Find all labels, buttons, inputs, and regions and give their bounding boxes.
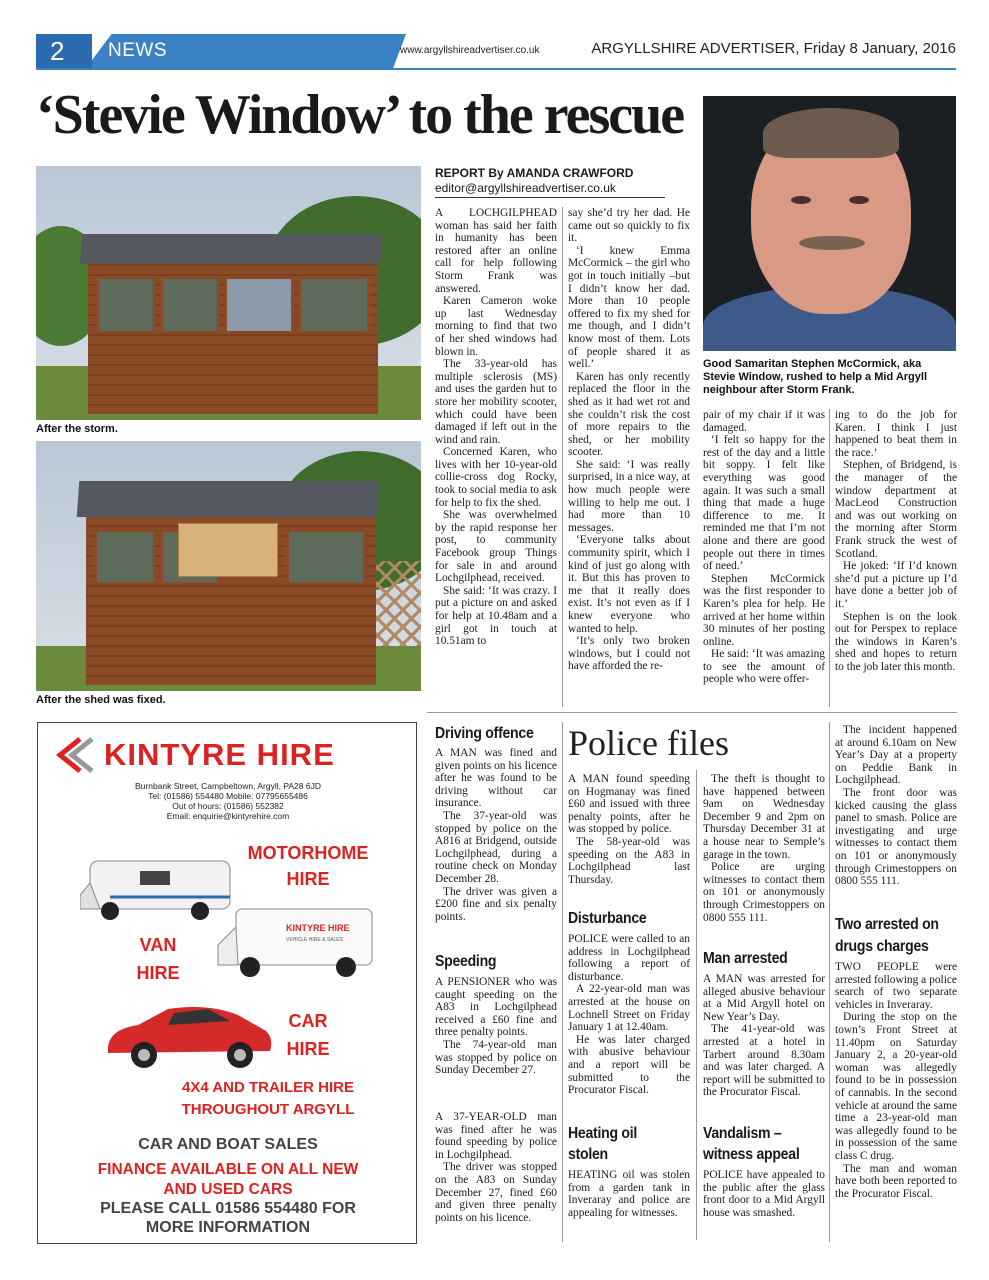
page-header bbox=[36, 34, 956, 68]
disturbance-heading: Disturbance bbox=[568, 910, 647, 927]
paragraph: pair of my chair if it was damaged. bbox=[703, 409, 825, 434]
shed-photo-after bbox=[36, 441, 421, 691]
heating-oil-heading: Heating oil bbox=[568, 1125, 638, 1142]
drugs-text: TWO PEOPLE were arrested following a police search of two separate vehicles in Inveraray. During the stop on the town’s Front Street at 11.40pm on Saturday January 2, a 20-year-old woman was allegedly found to be in possession of cannabis. In the second vehicle at around the same time a 23-year-old man was allegedly found to be in possession of the same class C drug. The man and woman have both been reported to the Procurator Fiscal. bbox=[835, 961, 957, 1200]
paragraph: Karen Cameron woke up last Wednesday morning to find that two of her shed windows had blown in. bbox=[435, 295, 557, 358]
paragraph: She said: ‘It was crazy. I put a picture on and asked for help at 10.48am and a girl got in touch at 10.51am to bbox=[435, 584, 557, 648]
car-image bbox=[98, 995, 278, 1075]
paragraph: She was overwhelmed by the rapid response her post, to community Facebook group Things for sale in and around Lochgilphead, received. bbox=[435, 509, 557, 585]
police-column-b: The theft is thought to have happened between 9am on Wednesday December 9 and 2pm on Thursday December 31 at a house near to Semple’s garage in the town. Police are urging witnesses to contact them on 101 or anonymously through Crimestoppers on 0800 555 111. bbox=[703, 773, 825, 924]
paragraph: Stephen is on the look out for Perspex to replace the windows in Karen’s shed and hopes to return to the job later this month. bbox=[835, 610, 957, 673]
van-decal-title: KINTYRE HIRE bbox=[286, 923, 350, 933]
paragraph: Stephen, of Bridgend, is the manager of the window department at MacLeod Construction and was out working on the morning after Storm Frank struck the west of Scotland. bbox=[835, 459, 957, 560]
driving-offence-heading: Driving offence bbox=[435, 725, 534, 742]
header-url[interactable]: www.argyllshireadvertiser.co.uk bbox=[400, 45, 540, 56]
vandalism-text: POLICE have appealed to the public after the glass front door to a Mid Argyll house was smashed. bbox=[703, 1169, 825, 1219]
caption-portrait: Good Samaritan Stephen McCormick, aka Stevie Window, rushed to help a Mid Argyll neighbour after Storm Frank. bbox=[703, 358, 927, 396]
paragraph: She said: ‘I was really surprised, in a nice way, at how much people were willing to help me out. I had more than 10 messages. bbox=[568, 458, 690, 534]
shed-photo-before bbox=[36, 166, 421, 420]
police-column-c: The incident happened at around 6.10am on New Year’s Day at a property on Peddie Bank in Lochgilphead. The front door was kicked causing the glass panel to smash. Police are investigating and urge witnesses to contact them on 101 or anonymously through Crimestoppers on 0800 555 111. bbox=[835, 724, 957, 888]
caption-after: After the shed was fixed. bbox=[36, 694, 166, 706]
paragraph: The 33-year-old has multiple sclerosis (MS) and uses the garden hut to store her mobility scooter, which could have been damaged if left out in the wind and rain. bbox=[435, 358, 557, 446]
man-arrested-heading: Man arrested bbox=[703, 950, 788, 967]
byline-email[interactable]: editor@argyllshireadvertiser.co.uk bbox=[435, 181, 616, 195]
paragraph: Karen has only recently replaced the floor in the shed as it had wet rot and she couldn’t risk the cost of more repairs to the shed, or her mobility scooter. bbox=[568, 370, 690, 459]
story-headline: ‘Stevie Window’ to the rescue bbox=[36, 84, 684, 146]
police-files-title: Police files bbox=[568, 723, 729, 763]
kintyre-hire-advert[interactable]: KINTYRE HIRE Burnbank Street, Campbeltown, Argyll, PA28 6JD Tel: (01586) 554480 Mobile: 07795655486 Out of hours: (01586) 552382 Email: enquirie@kintyrehire.com KINTYRE HIRE VEHICLE HIRE & SALES MOTORHOME HIRE VAN HIRE CAR HIRE 4X4 AND TRAILER HIRE THROUGHOUT ARGYLL CAR AND BOAT SALES FINANCE AVAILABLE ON ALL NEW AND USED CARS PLEASE CALL 01586 554480 FOR MORE INFORMATION bbox=[37, 722, 417, 1244]
byline: REPORT By AMANDA CRAWFORD bbox=[435, 166, 634, 180]
paragraph: He joked: ‘If I’d known she’d put a picture up I’d have done a better job of it.’ bbox=[835, 560, 957, 610]
chevron-logo-icon bbox=[50, 735, 94, 775]
story-column-3 bbox=[703, 409, 825, 686]
story-column-1 bbox=[435, 207, 557, 648]
driving-offence-text: A MAN was fined and given points on his licence after he was found to be driving without car insurance. The 37-year-old was stopped by police on the A816 at Bridgend, outside Lochgilphead, during a routine check on Monday December 28. The driver was given a £200 fine and six penalty points. bbox=[435, 747, 557, 923]
paragraph: He said: ‘It was amazing to see the amount of people who were offer- bbox=[703, 648, 825, 686]
paragraph: Stephen McCormick was the first responder to Karen’s plea for help. He arrived at her home within 30 minutes of her posting online. bbox=[703, 572, 825, 648]
header-rule bbox=[36, 68, 956, 70]
section-label: NEWS bbox=[108, 40, 167, 61]
paragraph: A LOCHGILPHEAD woman has said her faith in humanity has been restored after an online call for help following Storm Frank was answered. bbox=[435, 207, 557, 295]
story-column-4 bbox=[835, 409, 957, 673]
vandalism-heading-2: witness appeal bbox=[703, 1146, 800, 1163]
speeding-text-2: A 37-YEAR-OLD man was fined after he was found speeding by police in Lochgilphead. The driver was stopped on the A83 on Sunday December 27, fined £60 and given three penalty points on his licence. bbox=[435, 1111, 557, 1224]
page-number: 2 bbox=[36, 34, 92, 68]
speeding-heading: Speeding bbox=[435, 953, 497, 970]
van-image bbox=[216, 901, 376, 981]
paragraph: ‘Everyone talks about community spirit, which I kind of just go along with it. But this has proven to me that it really does exist. It’s not even as if I knew everyone who wanted to help. bbox=[568, 534, 690, 635]
paragraph: Concerned Karen, who lives with her 10-year-old collie-cross dog Rocky, took to social media to ask for help to fix the shed. bbox=[435, 446, 557, 509]
caption-before: After the storm. bbox=[36, 423, 118, 435]
paragraph: ‘I felt so happy for the rest of the day and a little bit soppy. I felt like everything was good again. It was such a small thing that made a huge difference to me. It reminded me that I’m not alone and there are good people out there in times of need.’ bbox=[703, 434, 825, 573]
paragraph: ‘I knew Emma McCormick – the girl who got in touch initially –but I didn’t know her dad. More than 10 people offered to fix my shed for me though, and I didn’t know most of them. Lots of people shared it as well.’ bbox=[568, 244, 690, 371]
portrait-photo bbox=[703, 96, 956, 351]
paragraph: say she’d try her dad. He came out so quickly to fix it. bbox=[568, 207, 690, 245]
disturbance-text: POLICE were called to an address in Lochgilphead following a report of disturbance. A 22-year-old man was arrested at the house on Lochnell Street on Friday January 1 at 12.40am. He was later charged with abusive behaviour and a report will be submitted to the Procurator Fiscal. bbox=[568, 933, 690, 1097]
story-column-2 bbox=[568, 207, 690, 673]
police-column-a: A MAN found speeding on Hogmanay was fined £60 and issued with three penalty points, after he was stopped by police. The 58-year-old was speeding on the A83 in Lochgilphead last Thursday. bbox=[568, 773, 690, 886]
masthead: ARGYLLSHIRE ADVERTISER, Friday 8 January, 2016 bbox=[591, 40, 956, 57]
paragraph: ‘It’s only two broken windows, but I could not have afforded the re- bbox=[568, 635, 690, 673]
van-decal-subtitle: VEHICLE HIRE & SALES bbox=[286, 937, 343, 943]
vandalism-heading: Vandalism – bbox=[703, 1125, 782, 1142]
drugs-heading: Two arrested on bbox=[835, 916, 939, 933]
heating-oil-text: HEATING oil was stolen from a garden tank in Inveraray and police are appealing for witnesses. bbox=[568, 1169, 690, 1219]
speeding-text: A PENSIONER who was caught speeding on the A83 in Lochgilphead received a £60 fine and three penalty points. The 74-year-old man was stopped by police on Sunday December 27. bbox=[435, 976, 557, 1077]
man-arrested-text: A MAN was arrested for alleged abusive behaviour at a Mid Argyll hotel on New Year’s Day. The 41-year-old was arrested at a hotel in Tarbert around 8.30am and was later charged. A report will be submitted to the Procurator Fiscal. bbox=[703, 973, 825, 1099]
heating-oil-heading-2: stolen bbox=[568, 1146, 608, 1163]
drugs-heading-2: drugs charges bbox=[835, 938, 929, 955]
byline-rule bbox=[435, 197, 665, 198]
paragraph: ing to do the job for Karen. I think I just happened to beat them in the race.’ bbox=[835, 409, 957, 459]
ad-brand: KINTYRE HIRE bbox=[104, 737, 335, 772]
